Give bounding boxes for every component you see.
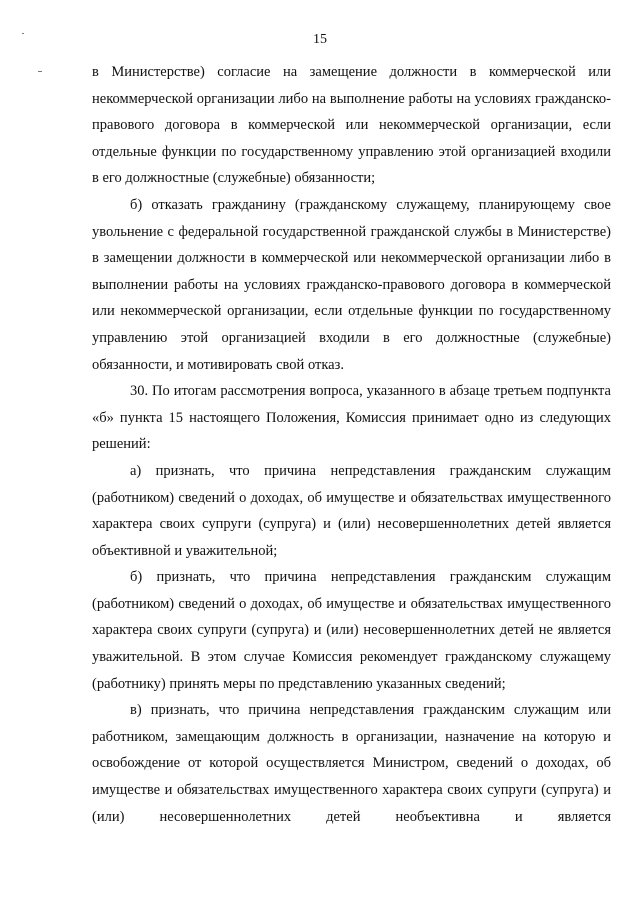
paragraph-item-30: 30. По итогам рассмотрения вопроса, указанного в абзаце третьем подпункта «б» пункта 15 настоящего Положения, Комиссия принимает одно из следующих решений: xyxy=(92,383,611,453)
paragraph-decision-a: а) признать, что причина непредставления гражданским служащим (работником) сведений о доходах, об имуществе и обязательствах имущественного характера своих супруги (супруга) и (или) несовершеннолетних детей является объективной и уважительной; xyxy=(92,462,611,559)
paragraph-continuation: в Министерстве) согласие на замещение должности в коммерческой или некоммерческой организации либо на выполнение работы на условиях гражданско-правового договора в коммерческой или некоммерческой организации, если отдельные функции по государственному управлению этой организацией входили в его должностные (служебные) обязанности; xyxy=(92,64,611,187)
paragraph-decision-c: в) признать, что причина непредставления гражданским служащим или работником, замещающим должность в организации, назначение на которую и освобождение от которой осуществляется Министром, сведений о доходах, об имуществе и обязательствах имущественного характера своих супруги (супруга) и (или) несовершеннолетних детей необъективна и является xyxy=(92,702,611,825)
scan-artifact-mark xyxy=(38,71,42,72)
paragraph-decision-b: б) признать, что причина непредставления гражданским служащим (работником) сведений о доходах, об имуществе и обязательствах имущественного характера своих супруги (супруга) и (или) несовершеннолетних детей не является уважительной. В этом случае Комиссия рекомендует гражданскому служащему (работнику) принять меры по представлению указанных сведений; xyxy=(92,569,611,692)
paragraph-item-b-refuse: б) отказать гражданину (гражданскому служащему, планирующему свое увольнение с федеральной государственной гражданской службы в Министерстве) в замещении должности в коммерческой или некоммерческой организации либо в выполнении работы на условиях гражданско-правового договора в коммерческой или некоммерческой организации, если отдельные функции по государственному управлению этой организацией входили в его должностные (служебные) обязанности, и мотивировать свой отказ. xyxy=(92,196,611,373)
page-number: 15 xyxy=(313,32,327,47)
document-body xyxy=(92,59,611,830)
